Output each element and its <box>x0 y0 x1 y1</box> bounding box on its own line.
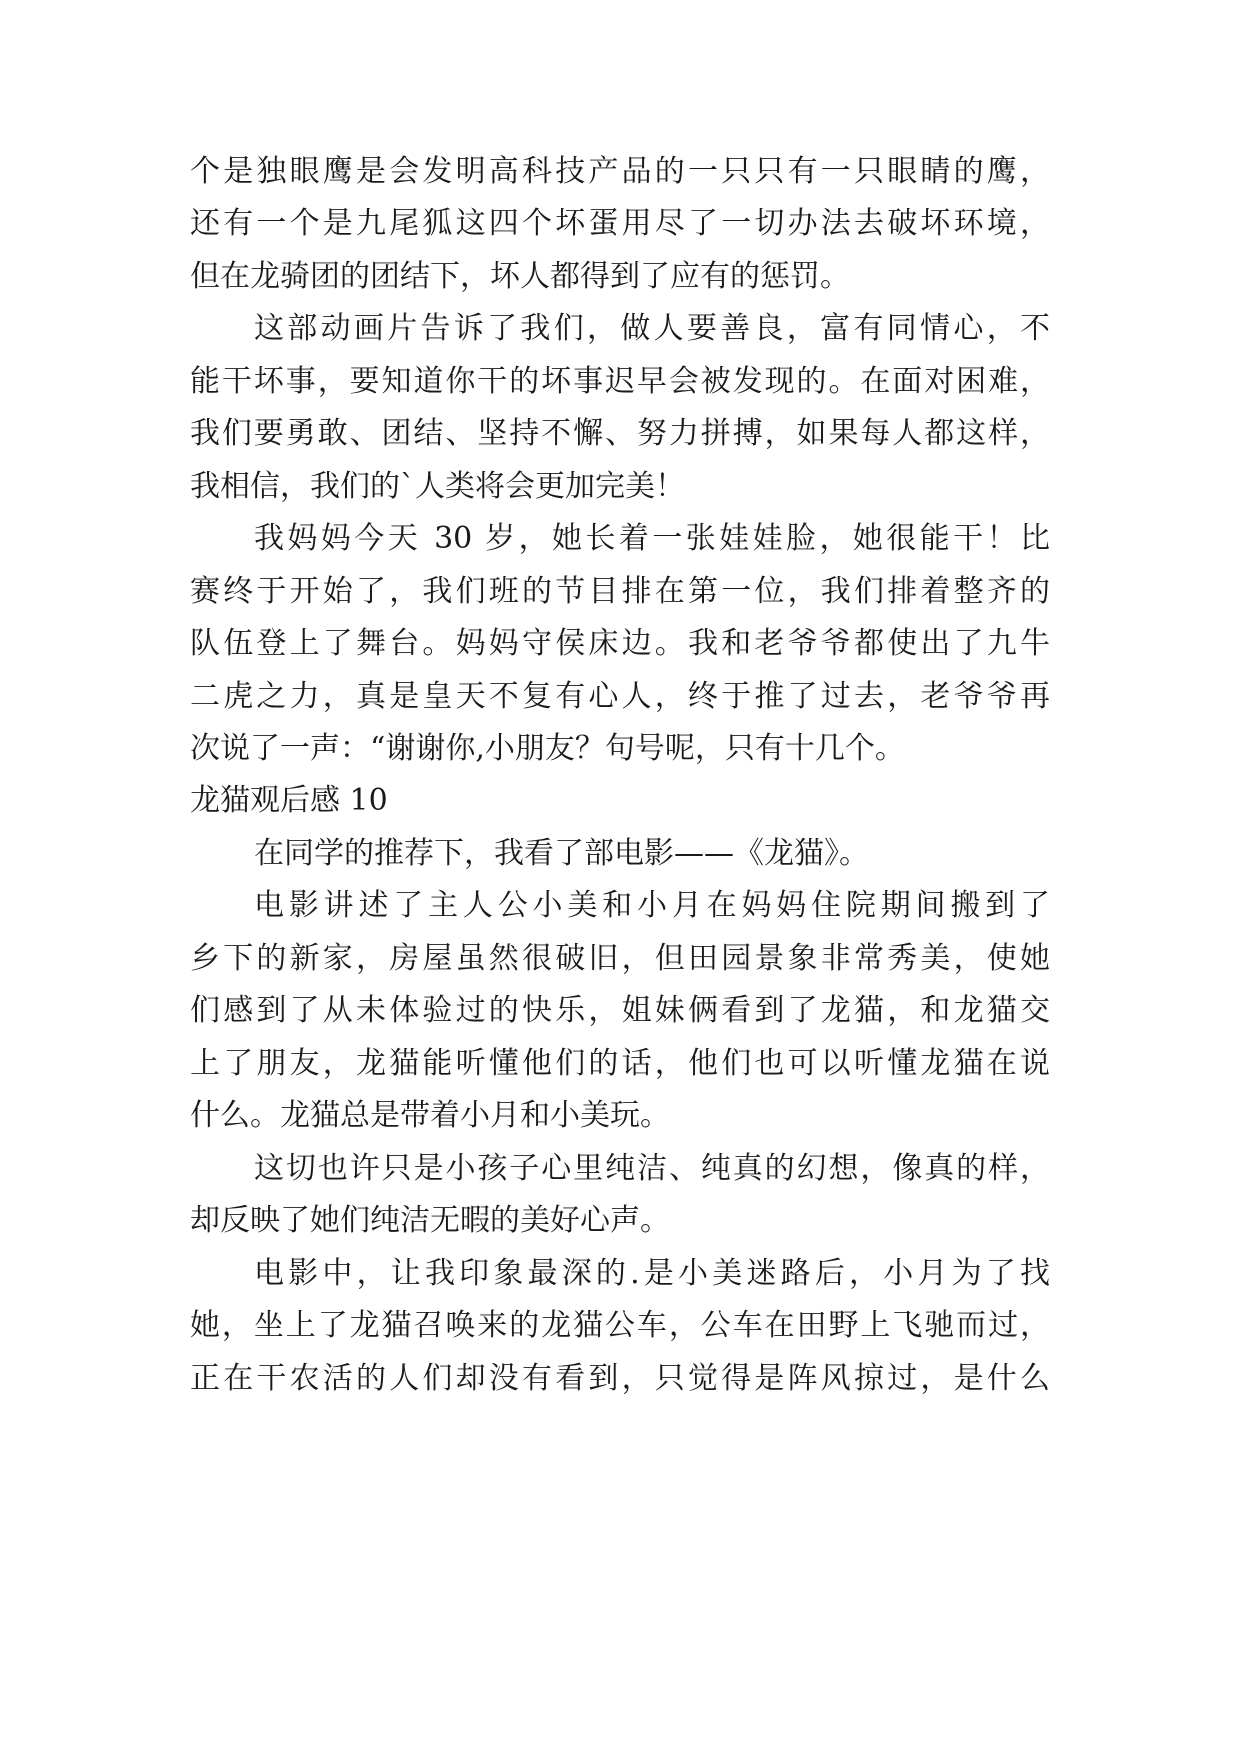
text-line: 赛终于开始了，我们班的节目排在第一位，我们排着整齐的 <box>190 574 1050 609</box>
text-line: 还有一个是九尾狐这四个坏蛋用尽了一切办法去破坏环境， <box>190 206 1050 241</box>
text-line: 她，坐上了龙猫召唤来的龙猫公车，公车在田野上飞驰而过， <box>190 1308 1050 1343</box>
paragraph-start-line: 电影讲述了主人公小美和小月在妈妈住院期间搬到了 <box>254 888 1050 923</box>
paragraph-start-line: 这部动画片告诉了我们，做人要善良，富有同情心，不 <box>254 311 1050 346</box>
text-line: 我相信，我们的`人类将会更加完美！ <box>190 469 685 504</box>
text-line: 什么。龙猫总是带着小月和小美玩。 <box>190 1098 670 1133</box>
text-line: 我们要勇敢、团结、坚持不懈、努力拼搏，如果每人都这样， <box>190 416 1050 451</box>
text-line: 但在龙骑团的团结下，坏人都得到了应有的惩罚。 <box>190 259 850 294</box>
text-line: 上了朋友，龙猫能听懂他们的话，他们也可以听懂龙猫在说 <box>190 1046 1050 1081</box>
text-line: 次说了一声：“谢谢你,小朋友？句号呢，只有十几个。 <box>190 731 905 766</box>
paragraph-start-line: 电影中，让我印象最深的.是小美迷路后，小月为了找 <box>254 1256 1050 1291</box>
text-line: 队伍登上了舞台。妈妈守侯床边。我和老爷爷都使出了九牛 <box>190 626 1050 661</box>
text-line: 乡下的新家，房屋虽然很破旧，但田园景象非常秀美，使她 <box>190 941 1050 976</box>
text-line: 二虎之力，真是皇天不复有心人，终于推了过去，老爷爷再 <box>190 679 1050 714</box>
paragraph-start-line: 在同学的推荐下，我看了部电影——《龙猫》。 <box>254 836 869 871</box>
paragraph-start-line: 这切也许只是小孩子心里纯洁、纯真的幻想，像真的样， <box>254 1151 1050 1186</box>
text-line: 正在干农活的人们却没有看到，只觉得是阵风掠过，是什么 <box>190 1361 1050 1396</box>
text-line: 能干坏事，要知道你干的坏事迟早会被发现的。在面对困难， <box>190 364 1050 399</box>
section-heading: 龙猫观后感 10 <box>190 783 388 818</box>
paragraph-start-line: 我妈妈今天 30 岁，她长着一张娃娃脸，她很能干！比 <box>254 521 1050 556</box>
text-line: 个是独眼鹰是会发明高科技产品的一只只有一只眼睛的鹰， <box>190 154 1050 189</box>
text-line: 却反映了她们纯洁无暇的美好心声。 <box>190 1203 670 1238</box>
text-line: 们感到了从未体验过的快乐，姐妹俩看到了龙猫，和龙猫交 <box>190 993 1050 1028</box>
